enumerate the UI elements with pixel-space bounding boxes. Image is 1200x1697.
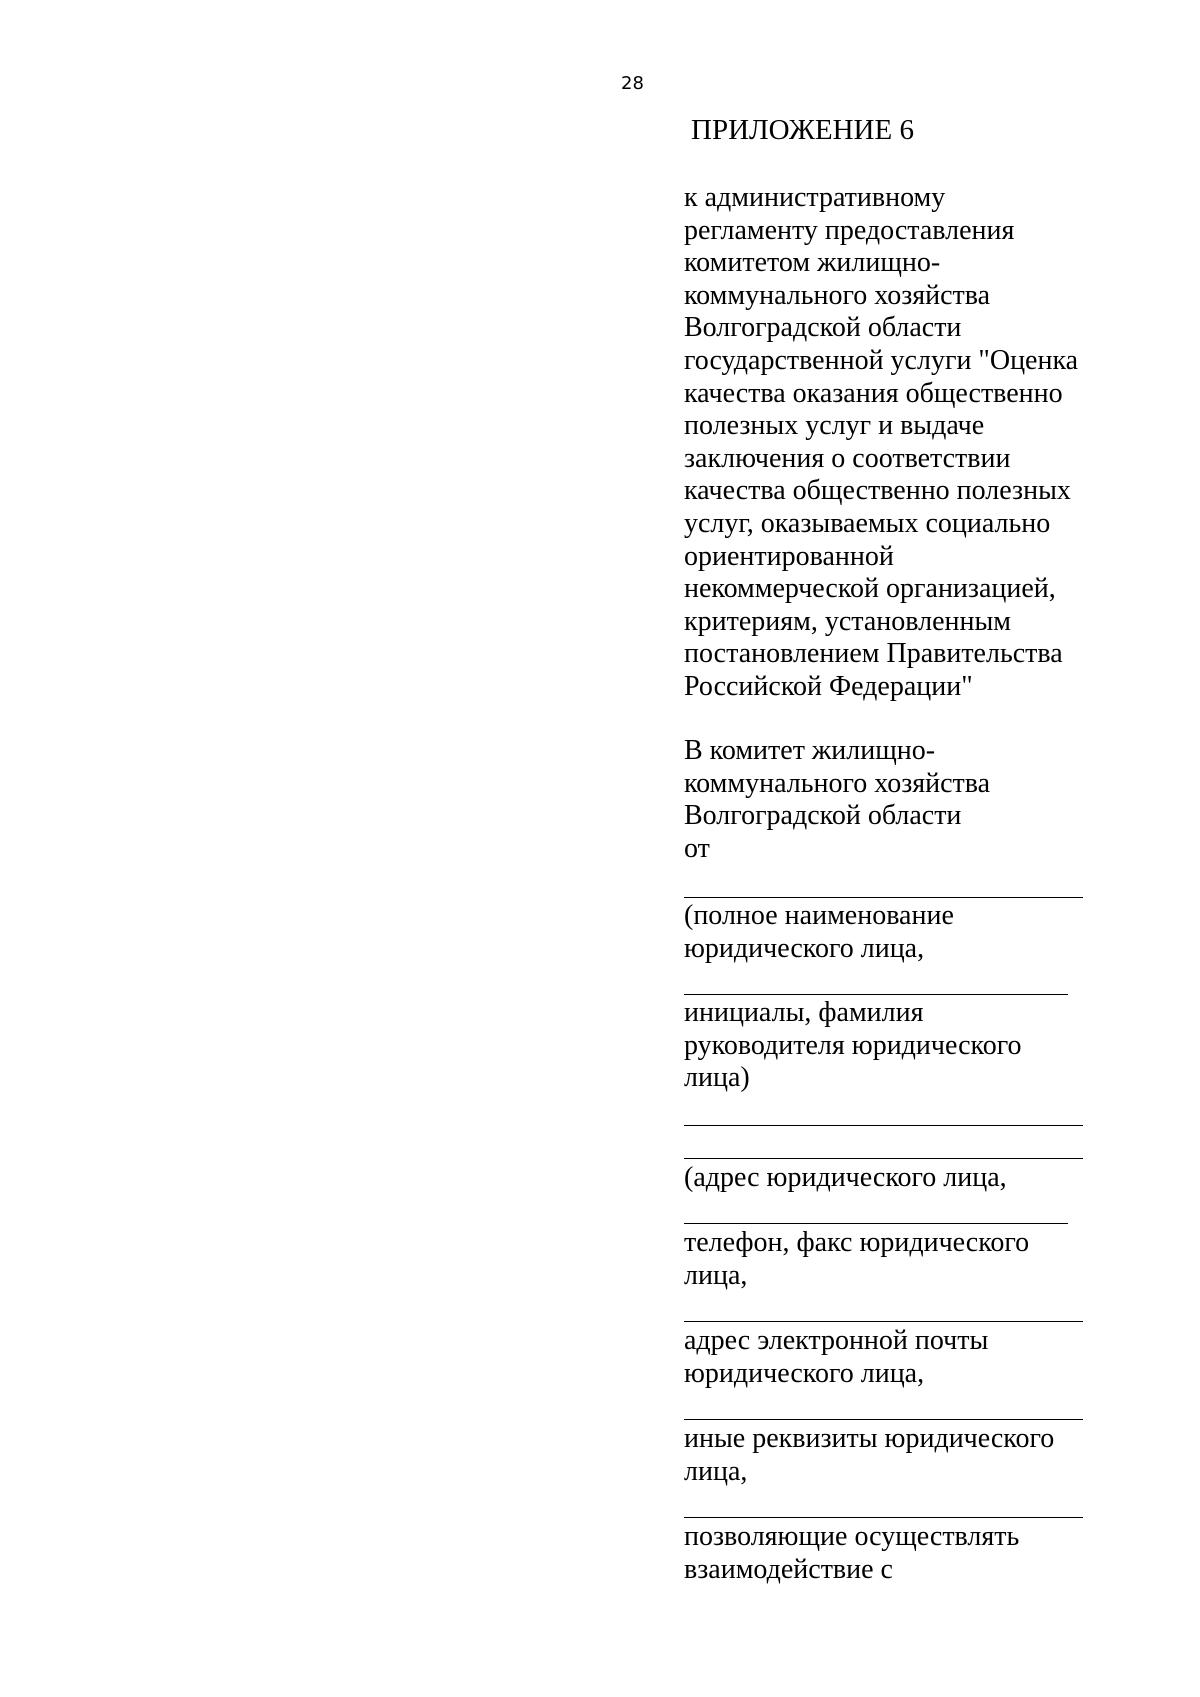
name-caption (684, 900, 954, 965)
address-caption (684, 1162, 1007, 1195)
extra-fill-line-1[interactable] (684, 1125, 1083, 1126)
interaction-caption (684, 1521, 1019, 1586)
subtitle-line: Волгоградской области (684, 312, 962, 344)
subtitle-line: качества общественно полезных (684, 475, 1071, 507)
appendix-title: ПРИЛОЖЕНИЕ 6 (691, 114, 914, 146)
caption-line: позволяющие осуществлять (684, 1521, 1020, 1552)
subtitle-line: коммунального хозяйства (684, 279, 991, 311)
subtitle-line: регламенту предоставления (684, 214, 1015, 246)
caption-line: взаимодействие с (684, 1553, 893, 1585)
addressee-line: В комитет жилищно- (684, 735, 936, 766)
head-caption (684, 997, 1022, 1095)
subtitle-line: ориентированной (684, 540, 894, 572)
caption-line: лица, (684, 1259, 748, 1291)
addressee-line: от (684, 832, 710, 864)
other-caption (684, 1423, 1054, 1488)
addressee-line: Волгоградской области (684, 800, 962, 832)
email-fill-line[interactable] (684, 1321, 1083, 1322)
name-fill-line[interactable] (684, 897, 1083, 898)
addressee-line: коммунального хозяйства (684, 767, 991, 799)
caption-line: инициалы, фамилия (684, 997, 924, 1028)
subtitle-line: комитетом жилищно- (684, 247, 941, 279)
email-caption (684, 1325, 988, 1390)
extra-fill-line-2[interactable] (684, 1158, 1083, 1159)
caption-line: (адрес юридического лица, (684, 1162, 1007, 1193)
head-fill-line[interactable] (684, 994, 1068, 995)
subtitle-line: постановлением Правительства (684, 638, 1063, 670)
subtitle-line: заключения о соответствии (684, 442, 1011, 474)
subtitle-line: полезных услуг и выдаче (684, 410, 985, 442)
caption-line: иные реквизиты юридического (684, 1423, 1055, 1454)
subtitle-line: качества оказания общественно (684, 377, 1063, 409)
subtitle-line: услуг, оказываемых социально (684, 507, 1051, 539)
appendix-subtitle (684, 182, 1078, 704)
phone-fill-line[interactable] (684, 1223, 1068, 1224)
page-number: 28 (621, 73, 644, 94)
caption-line: адрес электронной почты (684, 1325, 989, 1356)
caption-line: лица) (684, 1062, 750, 1094)
subtitle-line: к административному (684, 182, 946, 213)
interaction-fill-line[interactable] (684, 1517, 1083, 1518)
other-fill-line[interactable] (684, 1419, 1083, 1420)
caption-line: (полное наименование (684, 900, 954, 931)
caption-line: руководителя юридического (684, 1029, 1022, 1061)
addressee-block (684, 735, 990, 865)
caption-line: юридического лица, (684, 1357, 925, 1389)
caption-line: телефон, факс юридического (684, 1227, 1030, 1258)
phone-caption (684, 1227, 1029, 1292)
subtitle-line: государственной услуги "Оценка (684, 344, 1079, 376)
caption-line: лица, (684, 1455, 748, 1487)
subtitle-line: критериям, установленным (684, 605, 1012, 637)
subtitle-line: некоммерческой организацией, (684, 573, 1056, 605)
caption-line: юридического лица, (684, 932, 925, 964)
subtitle-line: Российской Федерации" (684, 670, 973, 702)
